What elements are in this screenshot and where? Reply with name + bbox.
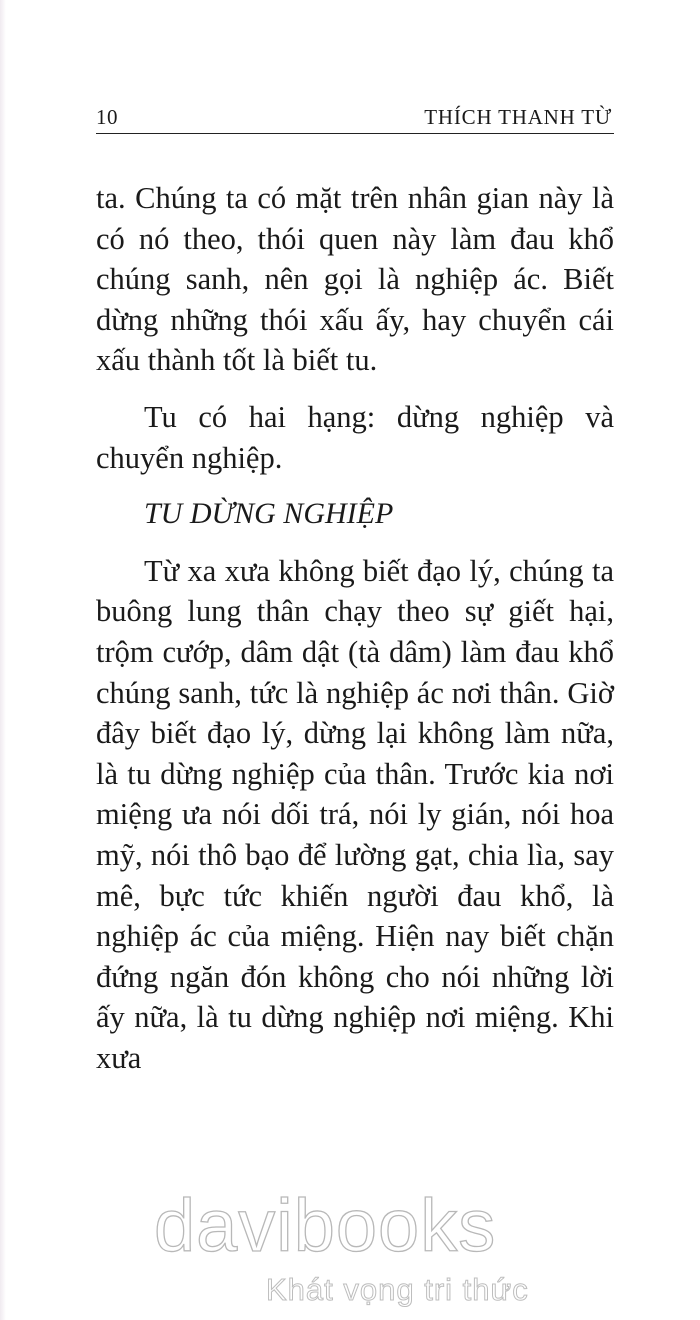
body-text — [96, 178, 614, 1078]
running-title: THÍCH THANH TỪ — [424, 105, 612, 129]
page-header — [96, 103, 614, 134]
page-edge-shadow — [0, 0, 6, 1320]
section-heading: TU DỪNG NGHIỆP — [144, 497, 394, 531]
watermark — [140, 1186, 570, 1316]
paragraph-continuation: ta. Chúng ta có mặt trên nhân gian này là có nó theo, thói quen này làm đau khổ chúng sanh, nên gọi là nghiệp ác. Biết dừng những thói xấu ấy, hay chuyển cái xấu thành tốt là biết tu. — [96, 181, 614, 378]
paragraph-stopping-karma: Từ xa xưa không biết đạo lý, chúng ta buông lung thân chạy theo sự giết hại, trộm cướp, dâm dật (tà dâm) làm đau khổ chúng sanh, tức là nghiệp ác nơi thân. Giờ đây biết đạo lý, dừng lại không làm nữa, là tu dừng nghiệp của thân. Trước kia nơi miệng ưa nói dối trá, nói ly gián, nói hoa mỹ, nói thô bạo để lường gạt, chia lìa, say mê, bực tức khiến người đau khổ, là nghiệp ác của miệng. Hiện nay biết chặn đứng ngăn đón không cho nói những lời ấy nữa, là tu dừng nghiệp nơi miệng. Khi xưa — [96, 553, 614, 1075]
paragraph-two-kinds: Tu có hai hạng: dừng nghiệp và chuyển nghiệp. — [96, 399, 614, 475]
watermark-brand: davibooks — [154, 1184, 497, 1267]
page-number: 10 — [96, 105, 118, 129]
watermark-tagline: Khát vọng tri thức — [266, 1272, 529, 1307]
